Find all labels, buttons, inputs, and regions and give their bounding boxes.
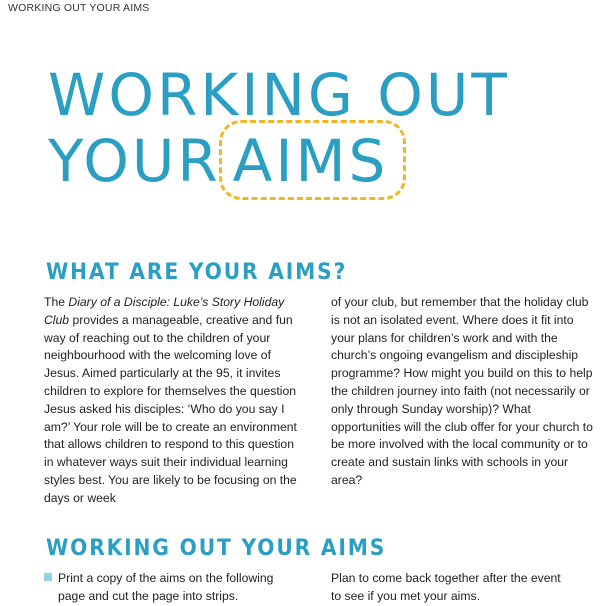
title-word-your: YOUR [48,127,221,195]
bullet-item [44,570,304,606]
running-head: WORKING OUT YOUR AIMS [8,2,150,14]
right-text-line-1: Plan to come back together after the event [331,571,561,585]
intro-the: The [44,295,69,309]
title-line-1: WORKING OUT [48,61,510,129]
body-column-right: of your club, but remember that the holiday club is not an isolated event. Where does it fit into your plans for children’s work and with the church’s ongoing evangelism and discipleship programme? How might you build on this to help the children journey into faith (not necessarily or only through Sunday worship)? What opportunities will the club offer for your church to be more involved with the local community or to create and sustain links with schools in your area? [331,295,593,487]
square-bullet-icon [44,573,52,581]
title-word-aims: AIMS [232,127,389,195]
dashed-frame-decoration [219,120,407,200]
bullet-text-line-2: page and cut the page into strips. [58,588,239,603]
title-highlight [225,128,397,194]
title-line-2 [48,128,510,194]
bottom-right-text [331,570,593,606]
section-heading-what-are-your-aims: WHAT ARE YOUR AIMS? [46,260,348,285]
right-text-line-2: to see if you met your aims. [331,588,481,603]
book-title: Diary of a Disciple: Luke’s Story Holiday Club [44,295,285,327]
bullet-text-line-1: Print a copy of the aims on the following [58,571,274,585]
body-column-left [44,294,300,508]
section-heading-working-out-your-aims: WORKING OUT YOUR AIMS [46,536,387,561]
intro-text: provides a manageable, creative and fun way of reaching out to the children of your neighbourhood with the welcoming love of Jesus. Aimed particularly at the 95, it invites children to explore for themselves the question Jesus asked his disciples: ‘Who do you say I am?’ Your role will be to create an environment that allows children to respond to this question in whatever ways suit their individual learning styles best. You are likely to be focusing on the days or week [44,312,297,505]
page-title [48,62,510,194]
